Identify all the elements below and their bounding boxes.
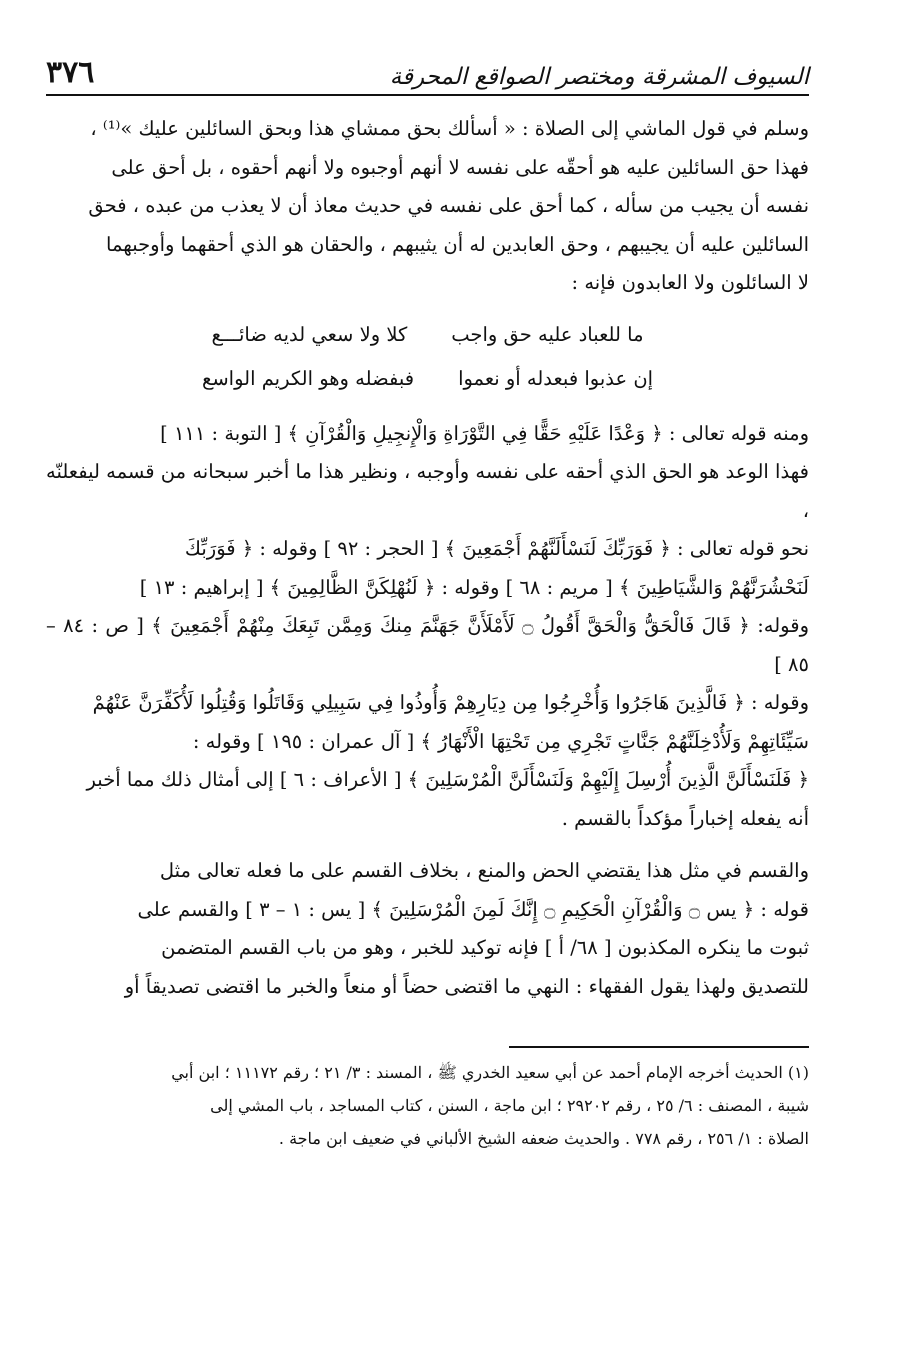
text-line: قوله : ﴿ يس ۝ وَالْقُرْآنِ الْحَكِيمِ ۝ إِنَّكَ لَمِنَ الْمُرْسَلِينَ ﴾ [ يس : ١ – ٣ ] والقسم على xyxy=(137,897,809,921)
poem-hemistich: فبفضله وهو الكريم الواسع xyxy=(201,366,415,390)
text-line: وقوله : ﴿ فَالَّذِينَ هَاجَرُوا وَأُخْرِجُوا مِن دِيَارِهِمْ وَأُوذُوا فِي سَبِيلِي وَقَاتَلُوا وَقُتِلُوا لَأُكَفِّرَنَّ عَنْهُمْ xyxy=(92,691,809,714)
poem xyxy=(46,313,809,401)
text-line: نفسه أن يجيب من سأله ، كما أحق على نفسه في حديث معاذ أن لا يعذب من عبده ، فحق xyxy=(88,194,809,217)
text-line: لَنَحْشُرَنَّهُمْ وَالشَّيَاطِينَ ﴾ [ مريم : ٦٨ ] وقوله : ﴿ لَنُهْلِكَنَّ الظَّالِمِينَ ﴾ [ إبراهيم : ١٣ ] xyxy=(139,575,809,599)
text-line: ومنه قوله تعالى : ﴿ وَعْدًا عَلَيْهِ حَقًّا فِي التَّوْرَاةِ وَالْإِنجِيلِ وَالْقُرْآنِ ﴾ [ التوبة : ١١١ ] xyxy=(160,421,809,445)
text-line: السائلين عليه أن يجيبهم ، وحق العابدين له أن يثيبهم ، والحقان هو الذي أحقهما وأوجبهما xyxy=(106,232,809,256)
text-line: وسلم في قول الماشي إلى الصلاة : « أسألك بحق ممشاي هذا وبحق السائلين عليك »⁽¹⁾ ، xyxy=(90,117,809,140)
running-title: السيوف المشرقة ومختصر الصواقع المحرقة xyxy=(389,64,809,90)
text-line: نحو قوله تعالى : ﴿ فَوَرَبِّكَ لَنَسْأَلَنَّهُمْ أَجْمَعِينَ ﴾ [ الحجر : ٩٢ ] وقوله : ﴿ فَوَرَبِّكَ xyxy=(184,537,809,560)
main-text xyxy=(46,110,809,1006)
text-line: فهذا الوعد هو الحق الذي أحقه على نفسه وأوجبه ، ونظير هذا ما أخبر سبحانه من قسمه ليفعلنّه ، xyxy=(46,460,809,522)
poem-verse xyxy=(46,357,809,401)
text-line: وقوله: ﴿ قَالَ فَالْحَقُّ وَالْحَقَّ أَقُولُ ۝ لَأَمْلَأَنَّ جَهَنَّمَ مِنكَ وَمِمَّن تَبِعَكَ مِنْهُمْ أَجْمَعِينَ ﴾ [ ص : ٨٤ – ٨٥ ] xyxy=(46,614,809,676)
page-number: ٣٧٦ xyxy=(46,55,95,90)
text-line: سَيِّئَاتِهِمْ وَلَأُدْخِلَنَّهُمْ جَنَّاتٍ تَجْرِي مِن تَحْتِهَا الْأَنْهَارُ ﴾ [ آل عمران : ١٩٥ ] وقوله : xyxy=(192,729,809,753)
text-line: والقسم في مثل هذا يقتضي الحض والمنع ، بخلاف القسم على ما فعله تعالى مثل xyxy=(159,859,809,882)
text-line: فهذا حق السائلين عليه هو أحقّه على نفسه لا أنهم أوجبوه ولا أنهم أحقوه ، بل أحق على xyxy=(111,155,809,179)
poem-hemistich: ما للعباد عليه حق واجب xyxy=(451,322,644,346)
footnote-line: الصلاة : ١/ ٢٥٦ ، رقم ٧٧٨ . والحديث ضعفه الشيخ الألباني في ضعيف ابن ماجة . xyxy=(278,1129,809,1148)
footnotes xyxy=(46,1056,809,1155)
page-header xyxy=(46,55,809,96)
text-line: للتصديق ولهذا يقول الفقهاء : النهي ما اقتضى حضاً أو منعاً والخبر ما اقتضى تصديقاً أو xyxy=(124,974,809,998)
text-line: ثبوت ما ينكره المكذبون [ ٦٨/ أ ] فإنه توكيد للخبر ، وهو من باب القسم المتضمن xyxy=(161,936,809,959)
footnote-line: (١) الحديث أخرجه الإمام أحمد عن أبي سعيد الخدري ﷺ ، المسند : ٣/ ٢١ ؛ رقم ١١١٧٢ ؛ ابن أبي xyxy=(171,1063,809,1082)
footnote-divider xyxy=(509,1046,809,1048)
poem-hemistich: كلا ولا سعي لديه ضائـــع xyxy=(211,322,408,346)
poem-hemistich: إن عذبوا فبعدله أو نعموا xyxy=(458,366,654,390)
text-line: ﴿ فَلَنَسْأَلَنَّ الَّذِينَ أُرْسِلَ إِلَيْهِمْ وَلَنَسْأَلَنَّ الْمُرْسَلِينَ ﴾ [ الأعراف : ٦ ] إلى أمثال ذلك مما أخبر xyxy=(86,768,809,791)
text-line: أنه يفعله إخباراً مؤكداً بالقسم . xyxy=(561,806,809,830)
footnote-line: شيبة ، المصنف : ٦/ ٢٥ ، رقم ٢٩٢٠٢ ؛ ابن ماجة ، السنن ، كتاب المساجد ، باب المشي إلى xyxy=(210,1096,809,1115)
poem-verse xyxy=(46,313,809,357)
text-line: لا السائلون ولا العابدون فإنه : xyxy=(571,271,809,294)
